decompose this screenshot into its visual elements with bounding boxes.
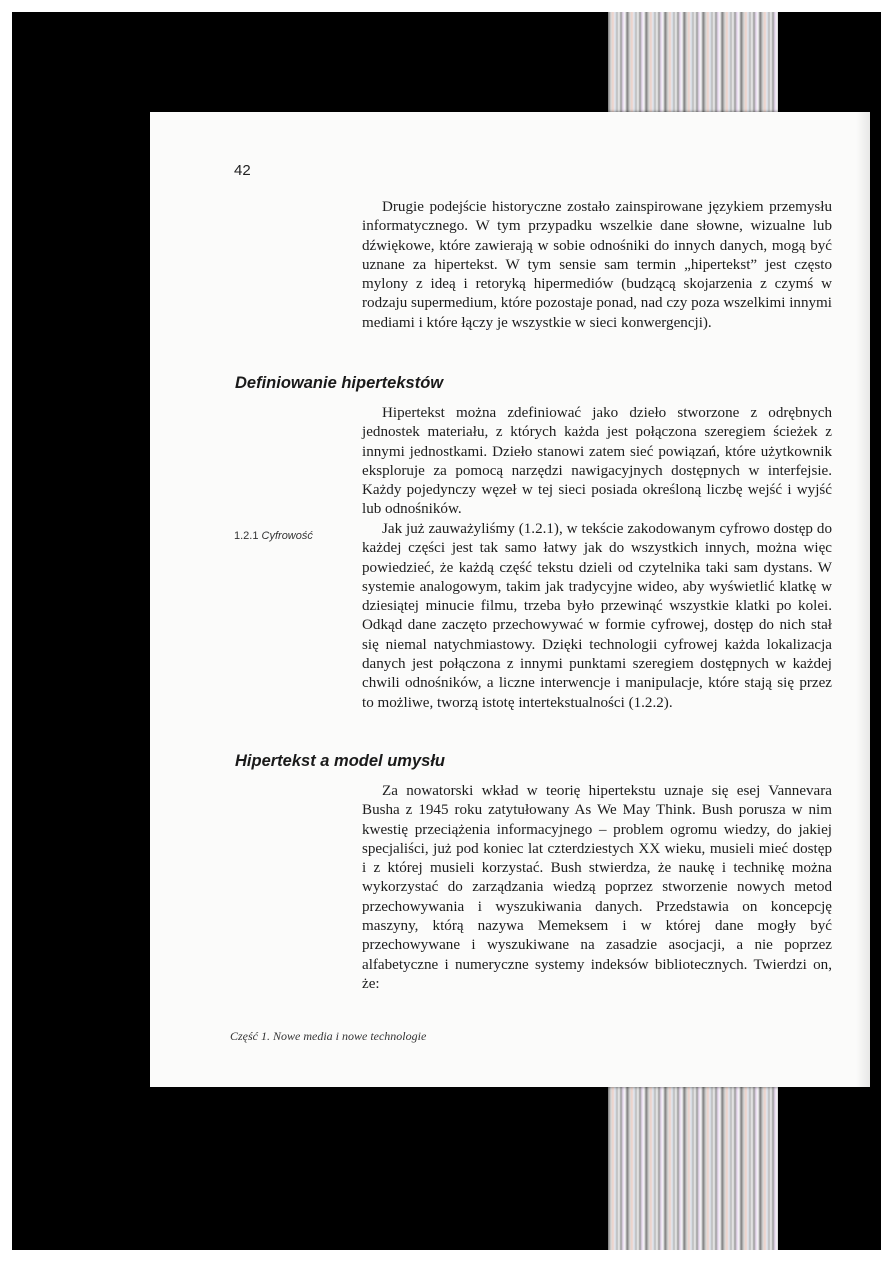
page-number: 42 [234, 162, 251, 179]
section-heading-definitions: Definiowanie hipertekstów [235, 374, 444, 392]
definition-paragraph [362, 404, 832, 520]
intro-paragraph [362, 198, 832, 333]
bush-paragraph-text: Za nowatorski wkład w teorię hipertekstu uznaje się esej Vannevara Busha z 1945 roku zatytułowany As We May Think. Bush porusza w nim kwestię przeciążenia informacyjnego – problem ogromu wiedzy, do jakiej specjaliści, już pod koniec lat czterdziestych XX wieku, musieli mieć dostęp i z której musieli korzystać. Bush stwierdza, że naukę i technikę można wykorzystać do zarządzania wiedzą poprzez stworzenie nowych metod przechowywania i wyszukiwania danych. Przedstawia on koncepcję maszyny, którą nazywa Memeksem i w której dane mogły być przechowywane i wyszukiwane na zasadzie asocjacji, a nie poprzez alfabetyczne i numeryczne systemy indeksów bibliotecznych. Twierdzi on, że: [362, 783, 832, 992]
scanner-stripe-top [608, 12, 778, 122]
section-heading-mind-model: Hipertekst a model umysłu [235, 752, 445, 770]
definition-paragraph-text: Hipertekst można zdefiniować jako dzieło stworzone z odrębnych jednostek materiału, z których każda jest połączona szeregiem ścieżek z innymi jednostkami. Dzieło stanowi zatem sieć powiązań, które użytkownik eksploruje za pomocą narzędzi nawigacyjnych dostępnych w interfejsie. Każdy pojedynczy węzeł w tej sieci posiada określoną liczbę wejść i wyjść lub odnośników. [362, 405, 832, 518]
bush-paragraph [362, 782, 832, 994]
book-page [150, 112, 870, 1087]
digital-access-paragraph-text: Jak już zauważyliśmy (1.2.1), w tekście zakodowanym cyfrowo dostęp do każdej części jest tak samo łatwy jak do wszystkich innych, można więc powiedzieć, że każdą część tekstu dzieli od czytelnika taki sam dystans. W systemie analogowym, takim jak tradycyjne wideo, aby wyświetlić klatkę w dziesiątej minucie filmu, trzeba było przewinąć wszystkie klatki po kolei. Odkąd dane zaczęto przechowywać w formie cyfrowej, dostęp do nich stał się niemal natychmiastowy. Dzięki technologii cyfrowej każda lokalizacja danych jest połączona z innymi punktami szeregiem dostępnych w każdej chwili odnośników, a liczne interwencje i manipulacje, które stają się przez to możliwe, tworzą istotę intertekstualności (1.2.2). [362, 521, 832, 711]
page-footer: Część 1. Nowe media i nowe technologie [230, 1029, 427, 1043]
margin-note-cross-reference [234, 530, 313, 542]
digital-access-paragraph [362, 520, 832, 713]
scanner-stripe-bottom [608, 1082, 778, 1250]
margin-note-number: 1.2.1 [234, 530, 259, 542]
intro-paragraph-text: Drugie podejście historyczne zostało zainspirowane językiem przemysłu informatycznego. W tym przypadku wszelkie dane słowne, wizualne lub dźwiękowe, które zawierają w sobie odnośniki do innych danych, mogą być uznane za hipertekst. W tym sensie sam termin „hipertekst” jest często mylony z ideą i retoryką hipermediów (budzącą skojarzenia z czymś w rodzaju supermedium, które pozostaje ponad, nad czy poza wszelkimi innymi mediami i które łączy je wszystkie w sieci konwergencji). [362, 199, 832, 331]
margin-note-title: Cyfrowość [261, 530, 313, 542]
page-edge-shadow [856, 112, 870, 1087]
